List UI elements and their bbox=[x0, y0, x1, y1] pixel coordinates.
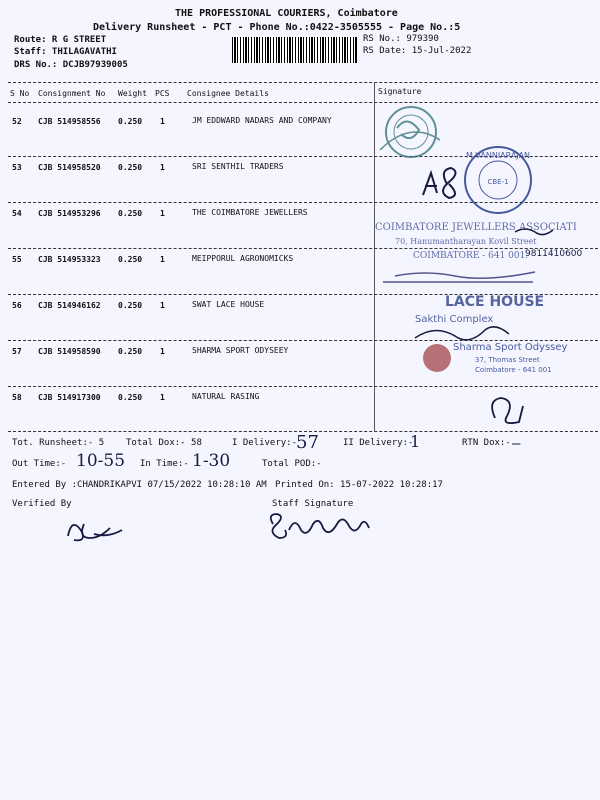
company-title: THE PROFESSIONAL COURIERS, Coimbatore bbox=[175, 8, 398, 19]
total-pod-label: Total POD:- bbox=[262, 459, 322, 469]
ii-delivery-label: II Delivery:- bbox=[343, 438, 414, 448]
row-consignment: CJB 514953296 bbox=[38, 209, 101, 218]
col-consignee: Consignee Details bbox=[187, 89, 269, 98]
row-pcs: 1 bbox=[160, 117, 165, 126]
row-consignee: SWAT LACE HOUSE bbox=[192, 300, 265, 309]
tot-runsheet: Tot. Runsheet:- 5 bbox=[12, 438, 105, 448]
row-weight: 0.250 bbox=[118, 301, 143, 310]
rtn-dox-handwritten: — bbox=[512, 436, 521, 452]
row-consignee: SHARMA SPORT ODYSEEY bbox=[192, 346, 289, 355]
handwritten-phone: 9811410600 bbox=[525, 249, 583, 259]
row-pcs: 1 bbox=[160, 393, 165, 402]
row-consignment: CJB 514958590 bbox=[38, 347, 101, 356]
out-time-label: Out Time:- bbox=[12, 459, 67, 469]
row-sno: 52 bbox=[12, 117, 22, 126]
row-consignment: CJB 514953323 bbox=[38, 255, 101, 264]
rs-date: RS Date: 15-Jul-2022 bbox=[363, 46, 472, 56]
entered-by: Entered By :CHANDRIKAPVI 07/15/2022 10:28:10 AM bbox=[12, 480, 267, 490]
row-consignment: CJB 514958556 bbox=[38, 117, 101, 126]
table-top-rule bbox=[8, 82, 598, 83]
row-sno: 53 bbox=[12, 163, 22, 172]
round-stamp-row52 bbox=[380, 107, 440, 157]
signature-stamps bbox=[375, 100, 595, 430]
round-seal-vanniarajan bbox=[465, 147, 531, 213]
row-consignment: CJB 514917300 bbox=[38, 393, 101, 402]
row-pcs: 1 bbox=[160, 209, 165, 218]
svg-text:Sakthi Complex: Sakthi Complex bbox=[415, 314, 494, 325]
row-consignment: CJB 514958520 bbox=[38, 163, 101, 172]
total-dox: Total Dox:- 58 bbox=[126, 438, 202, 448]
row-consignee: NATURAL RASING bbox=[192, 392, 260, 401]
rtn-dox-label: RTN Dox:- bbox=[462, 438, 511, 448]
row-weight: 0.250 bbox=[118, 117, 143, 126]
row-weight: 0.250 bbox=[118, 209, 143, 218]
col-weight: Weight bbox=[118, 89, 147, 98]
signature-row58 bbox=[492, 398, 523, 423]
row-weight: 0.250 bbox=[118, 163, 143, 172]
row-weight: 0.250 bbox=[118, 347, 143, 356]
svg-text:37, Thomas Street: 37, Thomas Street bbox=[475, 356, 540, 364]
row-weight: 0.250 bbox=[118, 393, 143, 402]
row-pcs: 1 bbox=[160, 301, 165, 310]
row-weight: 0.250 bbox=[118, 255, 143, 264]
staff-signature-scribble bbox=[265, 508, 385, 540]
svg-text:70, Hanumantharayan Kovil Stre: 70, Hanumantharayan Kovil Street bbox=[395, 237, 537, 246]
row-sno: 57 bbox=[12, 347, 22, 356]
route-label: Route: R G STREET bbox=[14, 35, 107, 45]
col-signature: Signature bbox=[378, 87, 422, 96]
row-sno: 58 bbox=[12, 393, 22, 402]
out-time-handwritten: 10-55 bbox=[76, 451, 126, 471]
lace-house-stamp bbox=[415, 294, 544, 325]
svg-text:Sharma Sport Odyssey: Sharma Sport Odyssey bbox=[453, 342, 568, 353]
signature-a8 bbox=[423, 168, 456, 198]
rs-number: RS No.: 979390 bbox=[363, 34, 439, 44]
row-consignee: JM EDDWARD NADARS AND COMPANY bbox=[192, 116, 332, 125]
col-sno: S No bbox=[10, 89, 30, 98]
col-pcs: PCS bbox=[155, 89, 170, 98]
row-consignee: MEIPPORUL AGRONOMICKS bbox=[192, 254, 294, 263]
i-delivery-label: I Delivery:- bbox=[232, 438, 298, 448]
i-delivery-handwritten: 57 bbox=[296, 432, 319, 453]
row-consignee: THE COIMBATORE JEWELLERS bbox=[192, 208, 308, 217]
row-pcs: 1 bbox=[160, 163, 165, 172]
row-sno: 56 bbox=[12, 301, 22, 310]
staff-signature-label: Staff Signature bbox=[272, 499, 354, 509]
verified-by-label: Verified By bbox=[12, 499, 72, 509]
printed-on: Printed On: 15-07-2022 10:28:17 bbox=[275, 480, 443, 490]
row-consignee: SRI SENTHIL TRADERS bbox=[192, 162, 284, 171]
col-consignment: Consignment No bbox=[38, 89, 106, 98]
svg-text:COIMBATORE - 641 001.: COIMBATORE - 641 001. bbox=[413, 251, 529, 261]
signature-row55 bbox=[383, 272, 535, 282]
barcode bbox=[232, 37, 357, 63]
row-sno: 54 bbox=[12, 209, 22, 218]
svg-text:CBE-1: CBE-1 bbox=[487, 178, 509, 186]
row-pcs: 1 bbox=[160, 347, 165, 356]
row-sno: 55 bbox=[12, 255, 22, 264]
svg-text:Coimbatore - 641 001: Coimbatore - 641 001 bbox=[475, 366, 552, 374]
drs-number: DRS No.: DCJB97939005 bbox=[14, 60, 128, 70]
svg-text:LACE HOUSE: LACE HOUSE bbox=[445, 294, 545, 310]
ii-delivery-handwritten: 1 bbox=[410, 432, 421, 451]
in-time-handwritten: 1-30 bbox=[192, 451, 231, 471]
seal-text: M.VANNIARAJAN bbox=[465, 151, 531, 160]
sharma-sport-stamp bbox=[423, 342, 568, 374]
staff-label: Staff: THILAGAVATHI bbox=[14, 47, 117, 57]
svg-text:COIMBATORE JEWELLERS ASSOCIATI: COIMBATORE JEWELLERS ASSOCIATI bbox=[375, 222, 577, 233]
runsheet-subtitle: Delivery Runsheet - PCT - Phone No.:0422-3505555 - Page No.:5 bbox=[93, 22, 461, 33]
row-consignment: CJB 514946162 bbox=[38, 301, 101, 310]
signature-row56 bbox=[415, 327, 509, 340]
in-time-label: In Time:- bbox=[140, 459, 189, 469]
verified-signature bbox=[60, 510, 140, 550]
row-pcs: 1 bbox=[160, 255, 165, 264]
